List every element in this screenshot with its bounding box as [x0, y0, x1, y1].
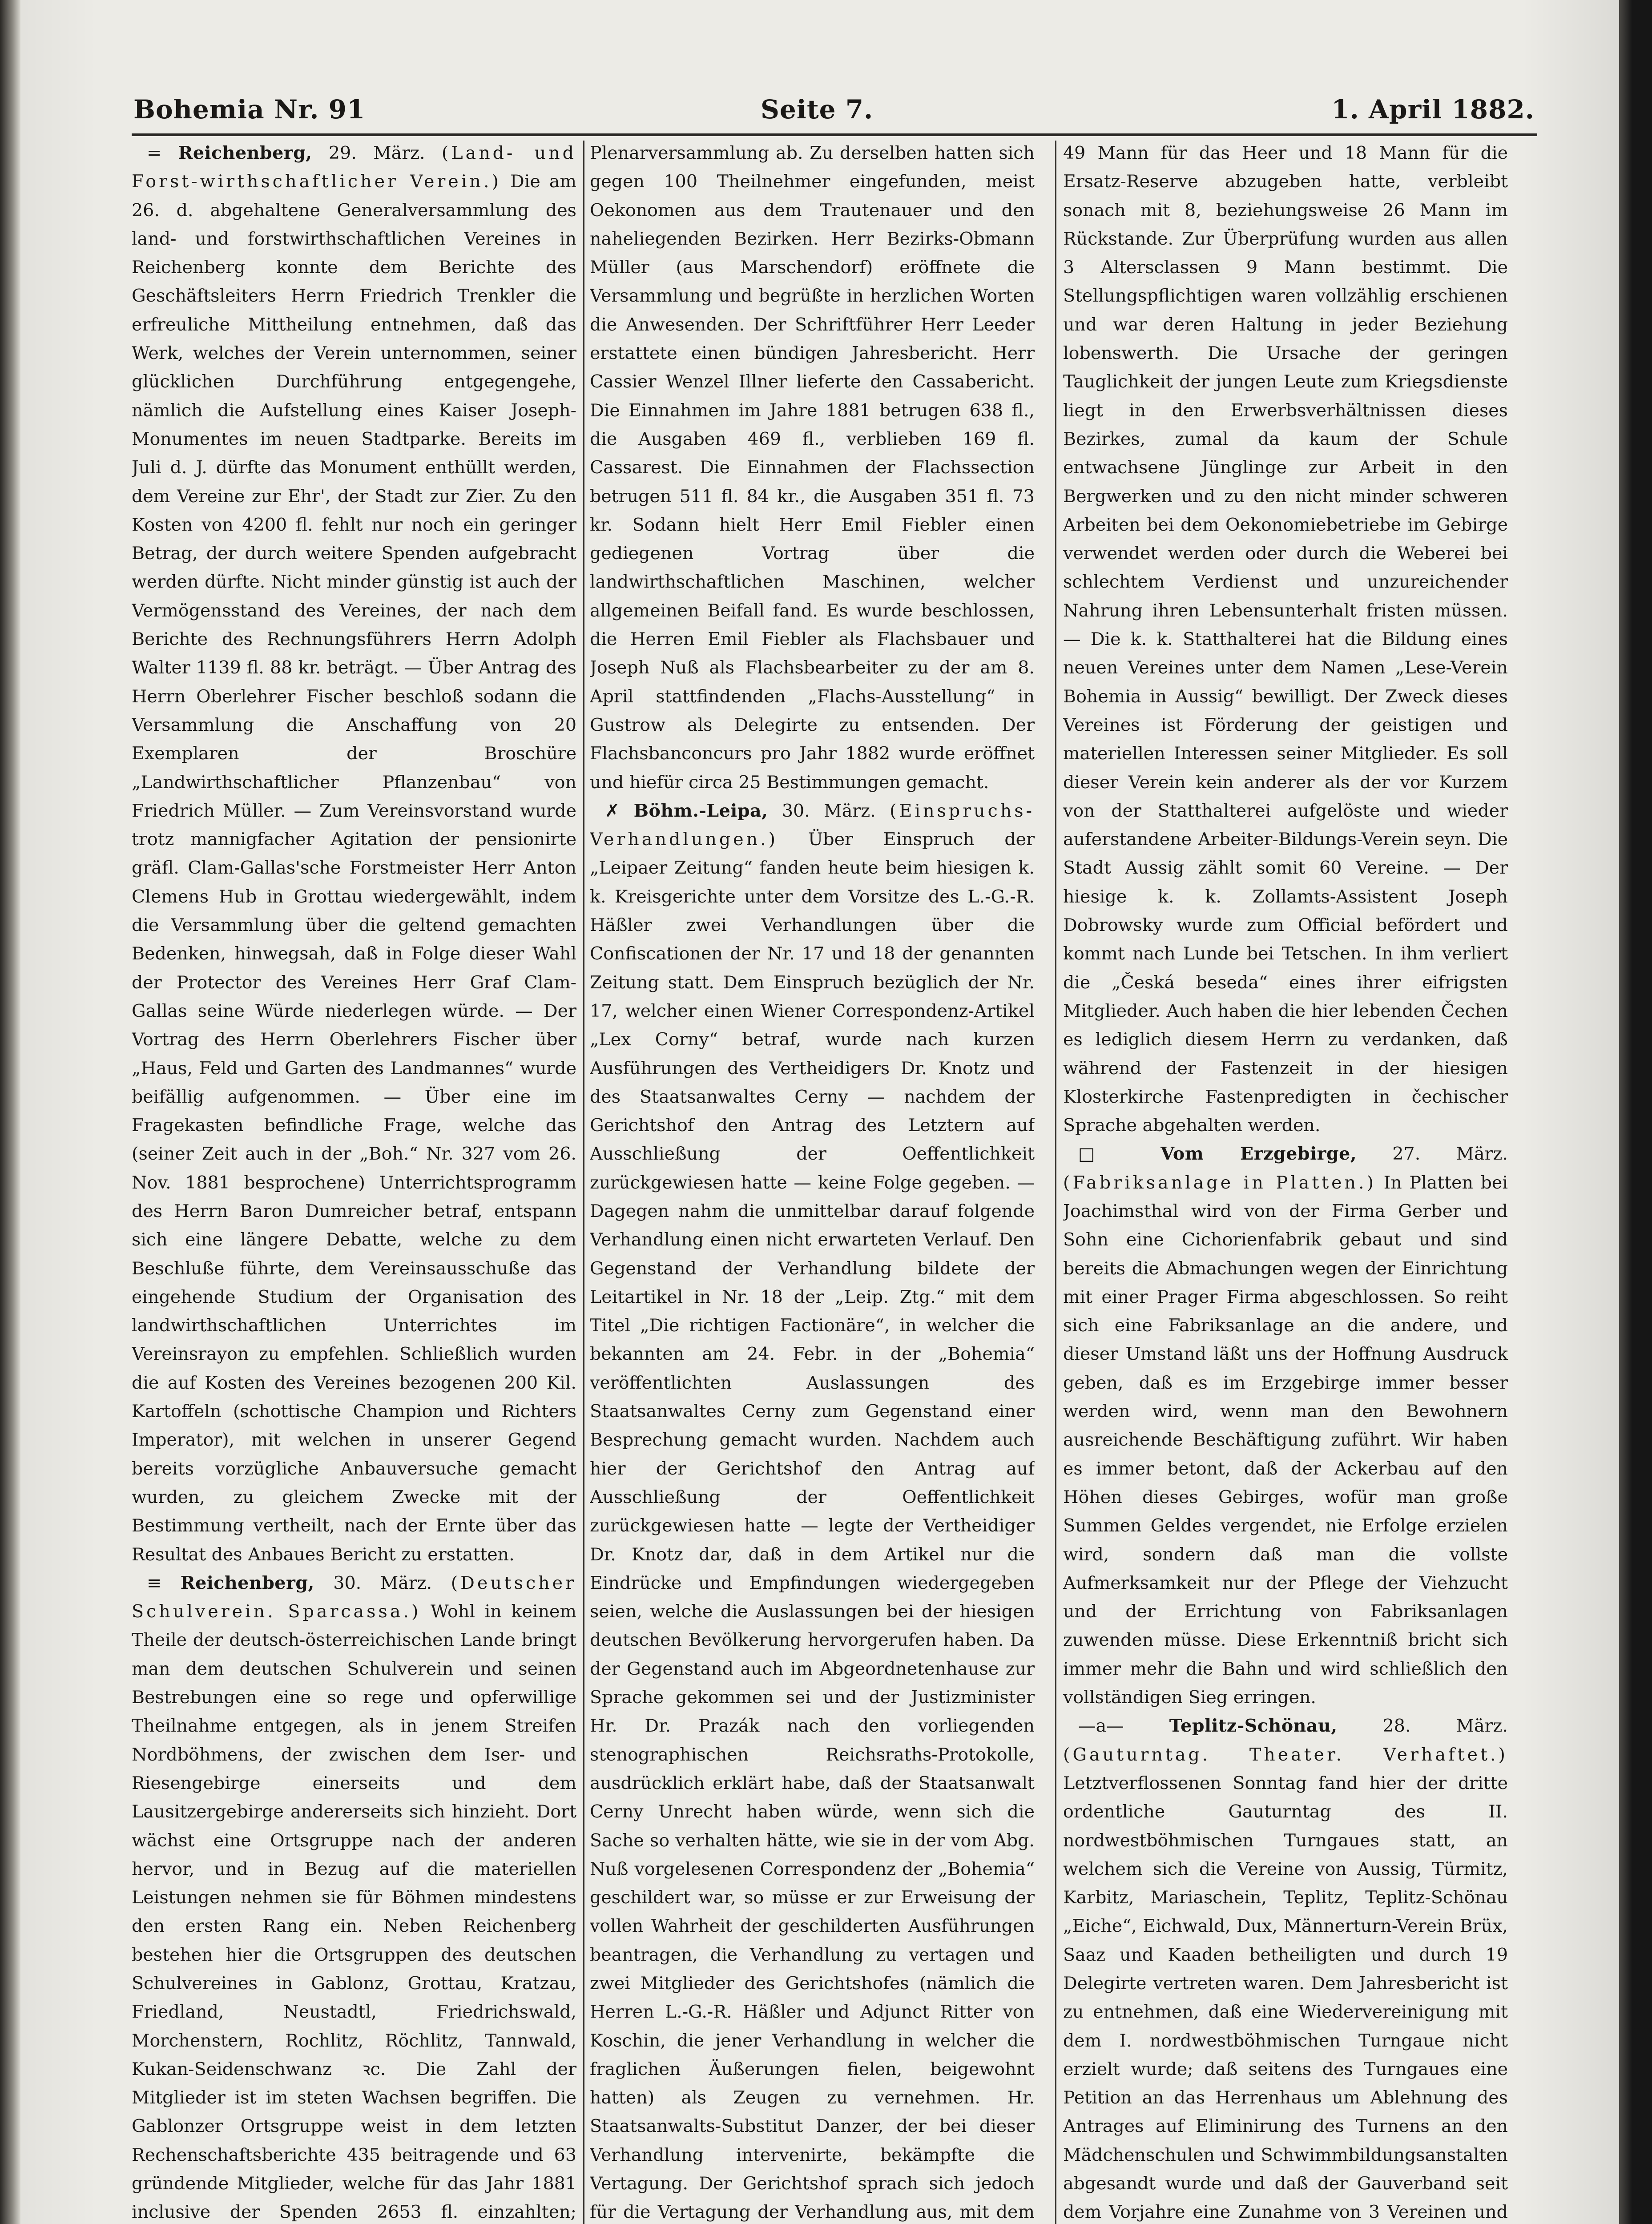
- article-date: 28. März.: [1382, 1716, 1508, 1736]
- article-dateline-place: Teplitz-Schönau,: [1169, 1716, 1338, 1736]
- article-dateline-place: Böhm.-Leipa,: [633, 800, 768, 821]
- article-body: Die am 26. d. abgehaltene Generalversammlung des land- und forstwirthschaftlichen Vereines in Reichenberg konnte dem Berichte des Geschäftsleiters Herrn Friedrich Trenkler die erfreuliche Mittheilung entnehmen, daß das Werk, welches der Verein unternommen, seiner glücklichen Durchführung entgegengehe, nämlich die Aufstellung eines Kaiser Joseph-Monumentes im neuen Stadtparke. Bereits im Juli d. J. dürfte das Monument enthüllt werden, dem Vereine zur Ehr', der Stadt zur Zier. Zu den Kosten von 4200 fl. fehlt nur noch ein geringer Betrag, der durch weitere Spenden aufgebracht werden dürfte. Nicht minder günstig ist auch der Vermögensstand des Vereines, der nach dem Berichte des Rechnungsführers Herrn Adolph Walter 1139 fl. 88 kr. beträgt. — Über Antrag des Herrn Oberlehrer Fischer beschloß sodann die Versammlung die Anschaffung von 20 Exemplaren der Broschüre „Landwirthschaftlicher Pflanzenbau“ von Friedrich Müller. — Zum Vereinsvorstand wurde trotz mannigfacher Agitation der pensionirte gräfl. Clam-Gallas'sche Forstmeister Herr Anton Clemens Hub in Grottau wiedergewählt, indem die Versammlung über die geltend gemachten Bedenken, hinwegsah, daß in Folge dieser Wahl der Protector des Vereines Herr Graf Clam-Gallas seine Würde niederlegen würde. — Der Vortrag des Herrn Oberlehrers Fischer über „Haus, Feld und Garten des Landmannes“ wurde beifällig aufgenommen. — Über eine im Fragekasten befindliche Frage, welche das (seiner Zeit auch in der „Boh.“ Nr. 327 vom 26. Nov. 1881 besprochene) Unterrichtsprogramm des Herrn Baron Dumreicher betraf, entspann sich eine längere Debatte, welche zu dem Beschluße führte, dem Vereinsausschuße das eingehende Studium der Organisation des landwirthschaftlichen Unterrichtes im Vereinsrayon zu empfehlen. Schließlich wurden die auf Kosten des Vereines bezogenen 200 Kil. Kartoffeln (schottische Champion und Richters Imperator), mit welchen in unserer Gegend bereits vorzügliche Anbauversuche gemacht wurden, zu gleichem Zwecke mit der Bestimmung vertheilt, nach der Ernte über das Resultat des Anbaues Bericht zu erstatten.: [132, 171, 576, 1565]
- column-2: [590, 139, 1035, 2224]
- article-topic: (Deutscher Schulverein. Sparcassa.): [132, 1572, 576, 1622]
- article-paragraph: [1063, 1140, 1508, 1712]
- column-3: [1063, 139, 1508, 2224]
- article-body: Letztverflossenen Sonntag fand hier der dritte ordentliche Gauturntag des II. nordwestböhmischen Turngaues statt, an welchem sich die Vereine von Aussig, Türmitz, Karbitz, Mariaschein, Teplitz, Teplitz-Schönau „Eiche“, Eichwald, Dux, Männerturn-Verein Brüx, Saaz und Kaaden betheiligten und durch 19 Delegirte vertreten waren. Dem Jahresbericht ist zu entnehmen, daß eine Wiedervereinigung mit dem I. nordwestböhmischen Turngaue nicht erzielt wurde; daß seitens des Turngaues eine Petition an das Herrenhaus um Ablehnung des Antrages auf Eliminirung des Turnens an den Mädchenschulen und Schwimmbildungsanstalten abgesandt wurde und daß der Gauverband seit dem Vorjahre eine Zunahme von 3 Vereinen und: [1063, 1773, 1508, 2223]
- article-continuation: [1063, 139, 1508, 1140]
- correspondent-mark: —a—: [1078, 1716, 1124, 1736]
- column-rule: [583, 141, 584, 2224]
- article-topic: (Fabriksanlage in Platten.): [1063, 1172, 1377, 1193]
- header-rule: [132, 133, 1537, 136]
- article-date: 29. März.: [328, 143, 425, 163]
- binding-edge: [0, 0, 20, 2224]
- article-paragraph: [132, 1569, 576, 2224]
- article-body: In Platten bei Joachimsthal wird von der Firma Gerber und Sohn eine Cichorienfabrik gebaut und sind bereits die Abmachungen wegen der Einrichtung mit einer Prager Firma abgeschlossen. So reiht sich eine Fabriksanlage an die andere, und dieser Umstand läßt uns der Hoffnung Ausdruck geben, daß es im Erzgebirge immer besser werden wird, wenn man den Bewohnern ausreichende Beschäftigung zuführt. Wir haben es immer betont, daß der Ackerbau auf den Höhen dieses Gebirges, wofür man große Summen Geldes vergendet, nie Erfolge erzielen wird, sondern daß man die vollste Aufmerksamkeit nur der Pflege der Viehzucht und der Errichtung von Fabriksanlagen zuwenden müsse. Diese Erkenntniß bricht sich immer mehr die Bahn und wird schließlich den vollständigen Sieg erringen.: [1063, 1172, 1508, 1708]
- correspondent-mark: =: [147, 143, 162, 163]
- column-rule: [1055, 141, 1056, 2224]
- article-body: Über Einspruch der „Leipaer Zeitung“ fanden heute beim hiesigen k. k. Kreisgerichte unter dem Vorsitze des L.-G.-R. Häßler zwei Verhandlungen über die Confiscationen der Nr. 17 und 18 der genannten Zeitung statt. Dem Einspruch bezüglich der Nr. 17, welcher einen Wiener Correspondenz-Artikel „Lex Corny“ betraf, wurde nach kurzen Ausführungen des Vertheidigers Dr. Knotz und des Staatsanwaltes Cerny — nachdem der Gerichtshof den Antrag des Letztern auf Ausschließung der Oeffentlichkeit zurückgewiesen hatte — keine Folge gegeben. — Dagegen nahm die unmittelbar darauf folgende Verhandlung einen nicht erwarteten Verlauf. Den Gegenstand der Verhandlung bildete der Leitartikel in Nr. 18 der „Leip. Ztg.“ mit dem Titel „Die richtigen Factionäre“, in welcher die bekannten am 24. Febr. in der „Bohemia“ veröffentlichten Auslassungen des Staatsanwaltes Cerny zum Gegenstand einer Besprechung gemacht wurden. Nachdem auch hier der Gerichtshof den Antrag auf Ausschließung der Oeffentlichkeit zurückgewiesen hatte — legte der Vertheidiger Dr. Knotz dar, daß in dem Artikel nur die Eindrücke und Empfindungen wiedergegeben seien, welche die Auslassungen bei der hiesigen deutschen Bevölkerung hervorgerufen haben. Da der Gegenstand auch im Abgeordnetenhause zur Sprache gekommen sei und der Justizminister Hr. Dr. Prazák nach den vorliegenden stenographischen Reichsraths-Protokolle, ausdrücklich erklärt habe, daß der Staatsanwalt Cerny Unrecht haben würde, wenn sich die Sache so verhalten hätte, wie sie in der vom Abg. Nuß vorgelesenen Correspondenz der „Bohemia“ geschildert war, so müsse er zur Erweisung der vollen Wahrheit der geschilderten Ausführungen beantragen, die Verhandlung zu vertagen und zwei Mitglieder des Gerichtshofes (nämlich die Herren L.-G.-R. Häßler und Adjunct Ritter von Koschin, die jener Verhandlung in welcher die fraglichen Äußerungen fielen, beigewohnt hatten) als Zeugen zu vernehmen. Hr. Staatsanwalts-Substitut Danzer, der bei dieser Verhandlung intervenirte, bekämpfte die Vertagung. Der Gerichtshof sprach sich jedoch für die Vertagung der Verhandlung aus, mit dem: [590, 829, 1035, 2223]
- running-header: [133, 94, 1535, 134]
- article-topic: (Gauturntag. Theater. Verhaftet.): [1063, 1744, 1508, 1765]
- issue-date: 1. April 1882.: [1331, 94, 1535, 125]
- article-date: 30. März.: [333, 1572, 432, 1593]
- article-topic: (Land- und Forst-wirthschaftlicher Verein.): [132, 143, 576, 192]
- article-paragraph: [132, 139, 576, 1569]
- article-dateline-place: Reichenberg,: [178, 143, 312, 163]
- article-date: 27. März.: [1392, 1144, 1508, 1164]
- article-paragraph: [1063, 1712, 1508, 2224]
- article-continuation: [590, 139, 1035, 797]
- article-dateline-place: Vom Erzgebirge,: [1160, 1144, 1357, 1164]
- correspondent-mark: ≡: [147, 1572, 162, 1593]
- article-body: Wohl in keinem Theile der deutsch-österreichischen Lande bringt man dem deutschen Schulverein und seinen Bestrebungen eine so rege und opferwillige Theilnahme entgegen, als in jenem Streifen Nordböhmens, der zwischen dem Iser- und Riesengebirge einerseits und dem Lausitzergebirge andererseits sich hinzieht. Dort wächst eine Ortsgruppe nach der anderen hervor, und in Bezug auf die materiellen Leistungen nehmen sie für Böhmen mindestens den ersten Rang ein. Neben Reichenberg bestehen hier die Ortsgruppen des deutschen Schulvereines in Gablonz, Grottau, Kratzau, Friedland, Neustadtl, Friedrichswald, Morchenstern, Rochlitz, Röchlitz, Tannwald, Kukan-Seidenschwanz ꝛc. Die Zahl der Mitglieder ist im steten Wachsen begriffen. Die Gablonzer Ortsgruppe weist in dem letzten Rechenschaftsberichte 435 beitragende und 63 gründende Mitglieder, welche für das Jahr 1881 inclusive der Spenden 2653 fl. einzahlten;: [132, 1601, 576, 2223]
- page-edge-shadow: [1619, 0, 1652, 2224]
- article-body: 49 Mann für das Heer und 18 Mann für die Ersatz-Reserve abzugeben hatte, verbleibt sonach mit 8, beziehungsweise 26 Mann im Rückstande. Zur Überprüfung wurden aus allen 3 Altersclassen 9 Mann bestimmt. Die Stellungspflichtigen waren vollzählig erschienen und war deren Haltung in jeder Beziehung lobenswerth. Die Ursache der geringen Tauglichkeit der jungen Leute zum Kriegsdienste liegt in den Erwerbsverhältnissen dieses Bezirkes, zumal da kaum der Schule entwachsene Jünglinge zur Arbeit in den Bergwerken und zu den nicht minder schweren Arbeiten bei dem Oekonomiebetriebe im Gebirge verwendet werden oder durch die Weberei bei schlechtem Verdienst und unzureichender Nahrung ihren Lebensunterhalt fristen müssen. — Die k. k. Statthalterei hat die Bildung eines neuen Vereines unter dem Namen „Lese-Verein Bohemia in Aussig“ bewilligt. Der Zweck dieses Vereines ist Förderung der geistigen und materiellen Interessen seiner Mitglieder. Es soll dieser Verein kein anderer als der vor Kurzem von der Statthalterei aufgelöste und wieder auferstandene Arbeiter-Bildungs-Verein seyn. Die Stadt Aussig zählt somit 60 Vereine. — Der hiesige k. k. Zollamts-Assistent Joseph Dobrowsky wurde zum Official befördert und kommt nach Lunde bei Tetschen. In ihm verliert die „Česká beseda“ eines ihrer eifrigsten Mitglieder. Auch haben die hier lebenden Čechen es lediglich diesem Herrn zu verdanken, daß während der Fastenzeit in der hiesigen Klosterkirche Fastenpredigten in čechischer Sprache abgehalten werden.: [1063, 143, 1508, 1136]
- article-body: Plenarversammlung ab. Zu derselben hatten sich gegen 100 Theilnehmer eingefunden, meist Oekonomen aus dem Trautenauer und den naheliegenden Bezirken. Herr Bezirks-Obmann Müller (aus Marschendorf) eröffnete die Versammlung und begrüßte in herzlichen Worten die Anwesenden. Der Schriftführer Herr Leeder erstattete einen bündigen Jahresbericht. Herr Cassier Wenzel Illner lieferte den Cassabericht. Die Einnahmen im Jahre 1881 betrugen 638 fl., die Ausgaben 469 fl., verblieben 169 fl. Cassarest. Die Einnahmen der Flachssection betrugen 511 fl. 84 kr., die Ausgaben 351 fl. 73 kr. Sodann hielt Herr Emil Fiebler einen gediegenen Vortrag über die landwirthschaftlichen Maschinen, welcher allgemeinen Beifall fand. Es wurde beschlossen, die Herren Emil Fiebler als Flachsbauer und Joseph Nuß als Flachsbearbeiter zu der am 8. April stattfindenden „Flachs-Ausstellung“ in Gustrow als Delegirte zu entsenden. Der Flachsbanconcurs pro Jahr 1882 wurde eröffnet und hiefür circa 25 Bestimmungen gemacht.: [590, 143, 1035, 793]
- correspondent-mark: ✗: [605, 800, 620, 821]
- article-topic: (Einspruchs-Verhandlungen.): [590, 800, 1035, 850]
- masthead-issue: Bohemia Nr. 91: [133, 94, 366, 125]
- page-number: Seite 7.: [761, 94, 874, 125]
- article-dateline-place: Reichenberg,: [180, 1572, 314, 1593]
- article-date: 30. März.: [782, 800, 876, 821]
- correspondent-mark: □: [1078, 1144, 1125, 1164]
- article-paragraph: [590, 797, 1035, 2224]
- column-1: [132, 139, 576, 2224]
